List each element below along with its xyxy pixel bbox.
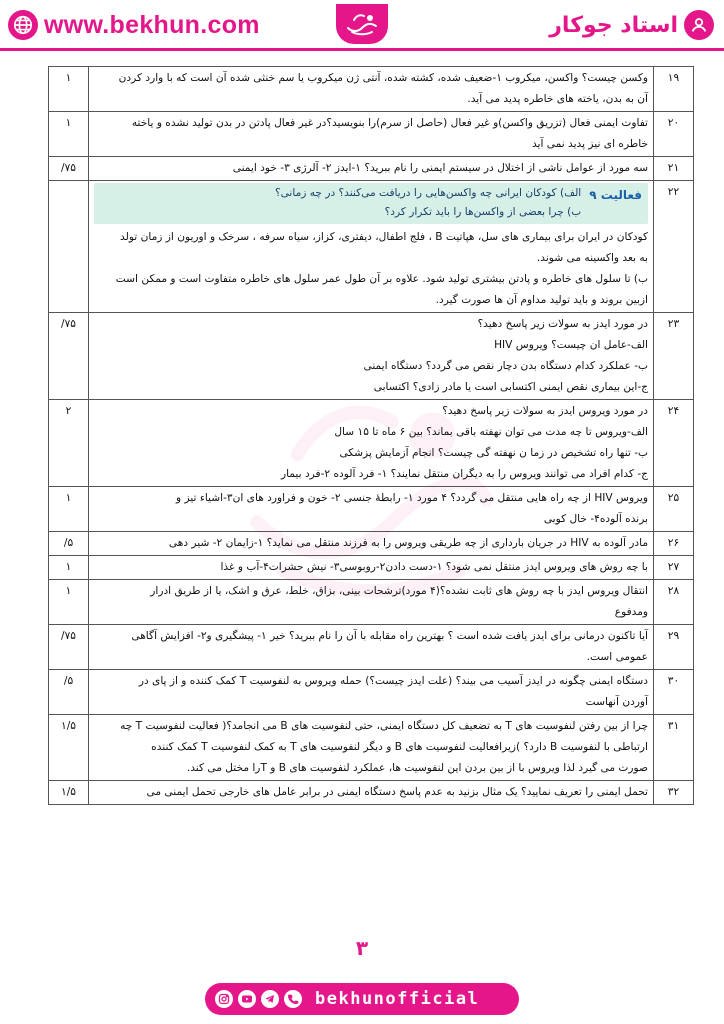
question-number: ۱۹ [654, 67, 694, 112]
question-text [89, 625, 654, 670]
page-number: ۳ [355, 936, 369, 960]
question-number: ۲۷ [654, 556, 694, 580]
website-url: www.bekhun.com [44, 10, 260, 39]
page-header [0, 0, 724, 50]
answer-line: وکسن چیست؟ واکسن، میکروب ۱-ضعیف شده، کشته شده، آنتی ژن میکروب یا سم خنثی شده آن است که با وارد کردن [118, 72, 648, 84]
teacher-badge [549, 8, 714, 42]
question-number: ۲۶ [654, 532, 694, 556]
question-number: ۲۵ [654, 487, 694, 532]
answer-line: تفاوت ایمنی فعال (تزریق واکسن)و غیر فعال (حاصل از سرم)را بنویسید؟در غیر فعال پادتن در بدن تولید نشده و یاخته [131, 117, 648, 129]
telegram-icon[interactable] [261, 990, 279, 1008]
answer-line: صورت می گیرد لذا ویروس با از بین بردن این لنفوسیت ها، عملکرد لنفوسیت های B و Tرا مختل می کند. [186, 762, 648, 774]
question-text [89, 181, 654, 313]
question-score: ۱/۵ [49, 715, 89, 781]
questions-table [48, 66, 694, 805]
question-text [89, 400, 654, 487]
activity-line: الف) کودکان ایرانی چه واکسن‌هایی را دریافت می‌کنند؟ در چه زمانی؟ [274, 187, 582, 199]
question-score [49, 181, 89, 313]
instagram-icon[interactable] [215, 990, 233, 1008]
question-score: ۱ [49, 580, 89, 625]
question-number: ۲۳ [654, 313, 694, 400]
answer-line: الف-ویروس تا چه مدت می توان نهفته باقی بماند؟ بین ۶ ماه تا ۱۵ سال [334, 426, 648, 438]
question-score: ۱ [49, 112, 89, 157]
website-link[interactable] [8, 8, 260, 42]
question-text [89, 580, 654, 625]
question-row [49, 781, 694, 805]
answer-line: با چه روش های ویروس ایدز منتقل نمی شود؟ ۱-دست دادن۲-روبوسی۳- نیش حشرات۴-آب و غذا [220, 561, 648, 573]
question-number: ۲۴ [654, 400, 694, 487]
bekhun-logo [336, 4, 388, 44]
answer-line: در مورد ایدز به سولات زیر پاسخ دهید؟ [477, 318, 648, 330]
question-number: ۲۱ [654, 157, 694, 181]
question-text [89, 67, 654, 112]
activity-line: ب) چرا بعضی از واکسن‌ها را باید تکرار کرد؟ [384, 206, 582, 218]
question-text [89, 313, 654, 400]
activity-title: فعالیت ۹ [589, 188, 642, 202]
answer-line: برنده آلوده۴- خال کوبی [543, 513, 648, 525]
question-text [89, 532, 654, 556]
answer-line: آیا تاکنون درمانی برای ایدز یافت شده است ؟ بهترین راه مقابله با آن را نام ببرید؟ خیر ۱- پیشگیری و۲- افزایش آگاهی [131, 630, 648, 642]
question-number: ۲۸ [654, 580, 694, 625]
question-text [89, 157, 654, 181]
activity-box [94, 183, 648, 224]
question-number: ۲۲ [654, 181, 694, 313]
question-score: ۲ [49, 400, 89, 487]
question-row [49, 400, 694, 487]
question-row [49, 670, 694, 715]
social-handle: bekhunofficial [315, 989, 480, 1009]
question-score: ۷۵/ [49, 313, 89, 400]
question-text [89, 781, 654, 805]
question-text [89, 487, 654, 532]
answer-line: آن به بدن، یاخته های خاطره پدید می آید. [467, 93, 648, 105]
answer-line: عمومی است. [586, 651, 648, 663]
question-row [49, 556, 694, 580]
question-score: ۷۵/ [49, 157, 89, 181]
question-text [89, 670, 654, 715]
question-row [49, 532, 694, 556]
answer-line: کودکان در ایران برای بیماری های سل، هپاتیت B ، فلج اطفال، دیفتری، کزاز، سیاه سرفه ، سرخک و اوریون از زمان تولد [120, 231, 648, 243]
question-score: ۷۵/ [49, 625, 89, 670]
question-row [49, 157, 694, 181]
question-score: ۵/ [49, 670, 89, 715]
answer-line: تحمل ایمنی را تعریف نمایید؟ یک مثال بزنید به عدم پاسخ دستگاه ایمنی در برابر عامل های خارجی تحمل ایمنی می [146, 786, 648, 798]
answer-line: ویروس HIV از چه راه هایی منتقل می گردد؟ ۴ مورد ۱- رابطهٔ جنسی ۲- خون و فراورد های ان۳-اشیاء تیز و [176, 492, 648, 504]
answer-line: ازبین بروند و باید تولید مداوم آن ها صورت گیرد. [435, 294, 648, 306]
header-divider [0, 48, 724, 51]
question-row [49, 625, 694, 670]
question-row [49, 67, 694, 112]
question-score: ۱ [49, 67, 89, 112]
question-row [49, 112, 694, 157]
question-score: ۱ [49, 487, 89, 532]
answer-line: ب- عملکرد کدام دستگاه بدن دچار نقص می گردد؟ دستگاه ایمنی [363, 360, 648, 372]
activity-questions [275, 184, 581, 222]
answer-line: ج-این بیماری نقص ایمنی اکتسابی است یا مادر زادی؟ اکتسابی [373, 381, 648, 393]
question-row [49, 181, 694, 313]
question-number: ۳۲ [654, 781, 694, 805]
answer-line: دستگاه ایمنی چگونه در ایدز آسیب می بیند؟ (علت ایدز چیست؟) حمله ویروس به لنفوسیت T کمک کننده و از پای در [138, 675, 648, 687]
question-number: ۳۰ [654, 670, 694, 715]
answer-line: مادر آلوده به HIV در جریان بارداری از چه طریقی ویروس را به فرزند منتقل می نماید؟ ۱-زایمان ۲- شیر دهی [168, 537, 648, 549]
question-row [49, 580, 694, 625]
question-score: ۱ [49, 556, 89, 580]
youtube-icon[interactable] [238, 990, 256, 1008]
answer-line: ج- کدام افراد می توانند ویروس را به دیگران منتقل نمایند؟ ۱- فرد آلوده ۲-فرد بیمار [280, 468, 648, 480]
teacher-name: استاد جوکار [549, 12, 678, 38]
question-text [89, 112, 654, 157]
question-score: ۵/ [49, 532, 89, 556]
answer-line: ب) تا سلول های خاطره و پادتن بیشتری تولید شود. علاوه بر آن طول عمر سلول های خاطره متفاوت است و ممکن است [115, 273, 648, 285]
social-footer [205, 983, 519, 1015]
phone-icon[interactable] [284, 990, 302, 1008]
answer-line: سه مورد از عوامل ناشی از اختلال در سیستم ایمنی را نام ببرید؟ ۱-ایدز ۲- آلرژی ۳- خود ایمنی [232, 162, 648, 174]
question-row [49, 715, 694, 781]
answer-line: ارتباطی با لنفوسیت B دارد؟ )زیرافعالیت لنفوسیت های B و دیگر لنفوسیت های T به کمک لنفوسیت T کمک کننده [151, 741, 648, 753]
answer-line: به بعد واکسینه می شوند. [536, 252, 648, 264]
question-row [49, 487, 694, 532]
question-number: ۲۰ [654, 112, 694, 157]
answer-line: الف-عامل ان چیست؟ ویروس HIV [494, 339, 648, 351]
answer-line: آوردن آنهاست [585, 696, 648, 708]
answer-line: در مورد ویروس ایدز به سولات زیر پاسخ دهید؟ [442, 405, 648, 417]
globe-icon [8, 10, 38, 40]
question-row [49, 313, 694, 400]
question-text [89, 556, 654, 580]
question-number: ۳۱ [654, 715, 694, 781]
answer-line: چرا از بین رفتن لنفوسیت های T به تضعیف کل دستگاه ایمنی، حتی لنفوسیت های B می انجامد؟( فعالیت لنفوسیت T چه [120, 720, 648, 732]
answer-line: ومدفوع [614, 606, 648, 618]
question-text [89, 715, 654, 781]
answer-line: ب- تنها راه تشخیص در زما ن نهفته گی چیست؟ انجام آزمایش پزشکی [339, 447, 648, 459]
answer-line: خاطره ای نیز پدید نمی آید [531, 138, 648, 150]
user-icon [684, 10, 714, 40]
question-number: ۲۹ [654, 625, 694, 670]
answer-line: انتقال ویروس ایدز با چه روش های ثابت نشده؟(۴ مورد)ترشحات بینی، بزاق، خلط، عرق و اشک، یا از طریق ادرار [150, 585, 648, 597]
question-score: ۱/۵ [49, 781, 89, 805]
